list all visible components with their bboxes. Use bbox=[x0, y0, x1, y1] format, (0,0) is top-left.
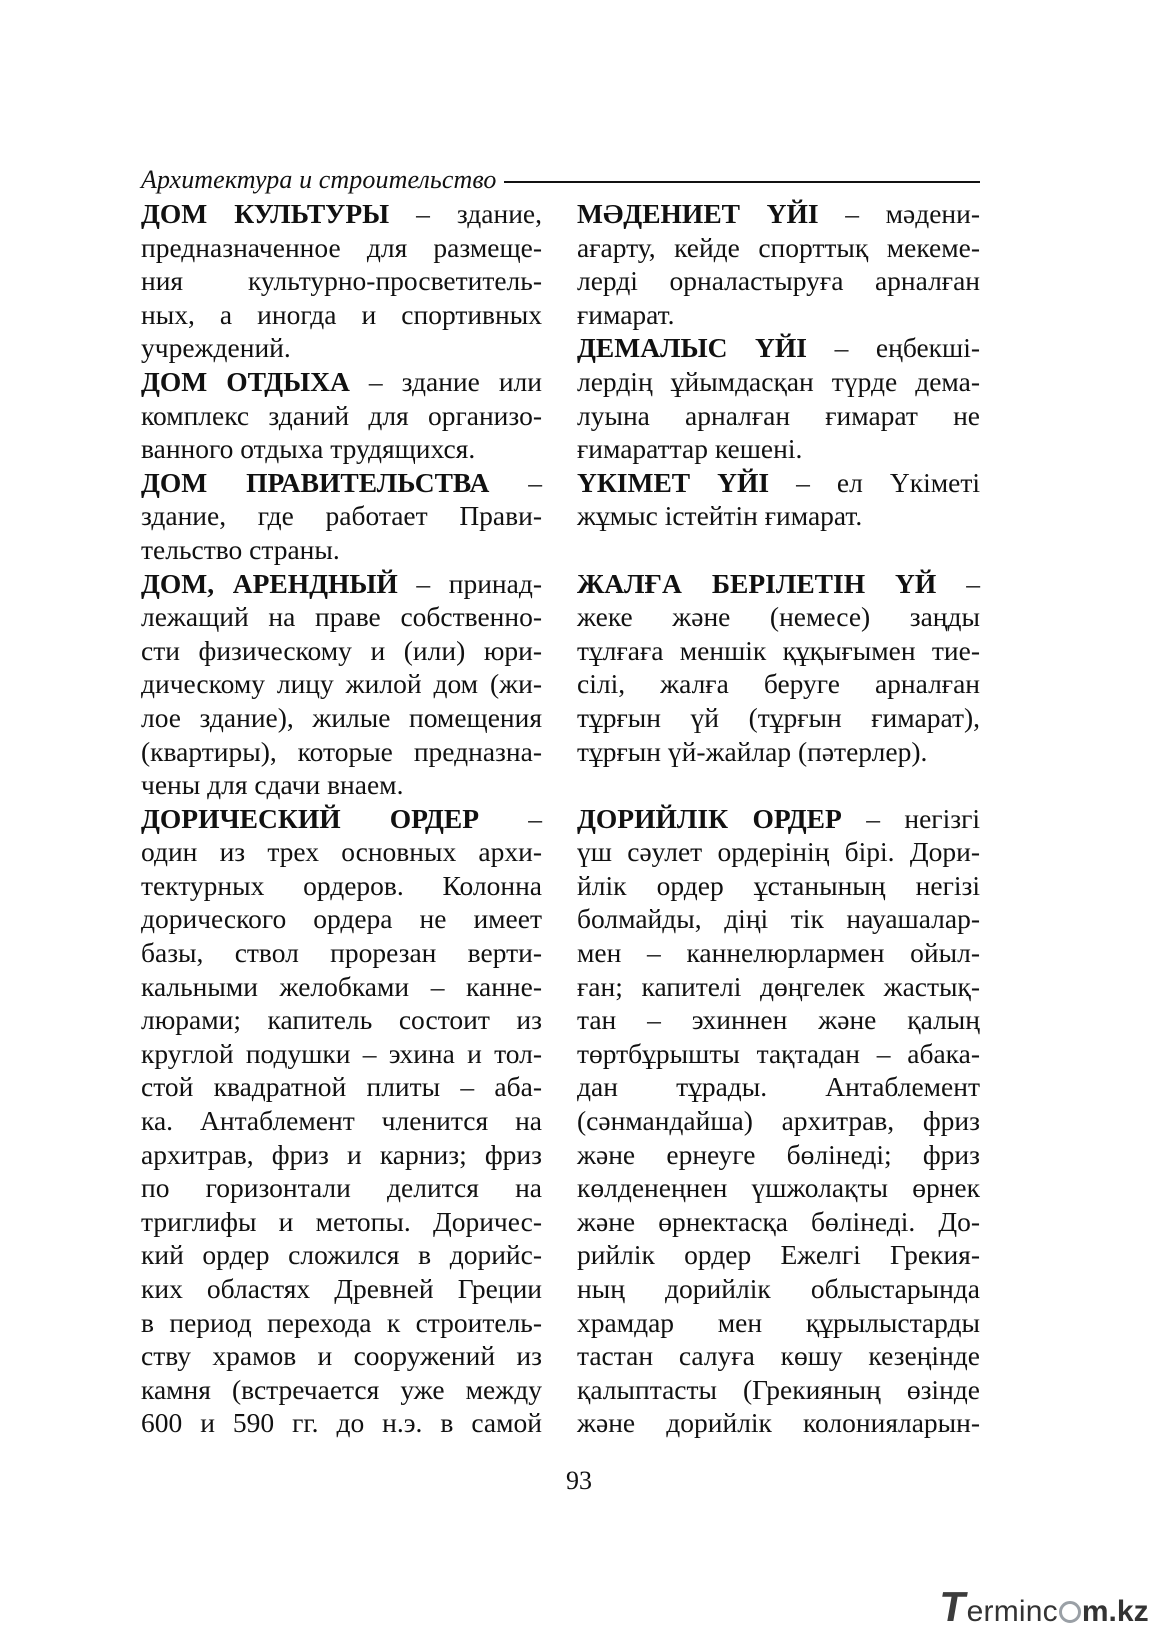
entry-term: ДОРИЙЛІК ОРДЕР bbox=[577, 802, 842, 834]
page-number: 93 bbox=[566, 1466, 592, 1495]
entry-ukimet-uii: ҮКІМЕТ ҮЙІ – ел Үкіметі жұмыс істейтін ғимарат. bbox=[577, 466, 980, 532]
entry-term: ДЕМАЛЫС ҮЙІ bbox=[577, 332, 807, 364]
entry-doricheskii-order: ДОРИЧЕСКИЙ ОРДЕР – один из трех основных архи- тектурных ордеров. Колонна дорического ордера не имеет базы, ствол прорезан верти- кальными желобками – канне- люрами; капитель состоит из круглой подушки – эхина и тол- стой квадратной плиты – аба- ка. Антаблемент членится на архитрав, фриз и карниз; фриз по горизонтали делится на триглифы и метопы. Доричес- кий ордер сложился в дорийс- ких областях Древней Греции в период перехода к строитель- ству храмов и сооружений из камня (встречается уже между 600 и 590 гг. до н.э. в самой bbox=[141, 802, 542, 1439]
termincom-logo: T ermin c m.kz bbox=[935, 1583, 1149, 1630]
entry-term: ЖАЛҒА БЕРІЛЕТІН ҮЙ bbox=[577, 567, 937, 599]
entry-term: ҮКІМЕТ ҮЙІ bbox=[577, 466, 770, 498]
logo-t-mark-icon: T bbox=[935, 1583, 970, 1630]
right-column bbox=[577, 197, 980, 1440]
entry-dom-arendnyi: ДОМ, АРЕНДНЫЙ – принад- лежащий на праве собственно- сти физическому и (или) юри- дическому лицу жилой дом (жи- лое здание), жилые помещения (квартиры), которые предназна- чены для сдачи внаем. bbox=[141, 567, 542, 801]
running-head-rule bbox=[504, 181, 980, 183]
running-head bbox=[141, 160, 980, 200]
entry-madeniet-uii: МӘДЕНИЕТ ҮЙІ – мәдени- ағарту, кейде спорттық мекеме- лерді орналастыруға арналған ғимарат. bbox=[577, 198, 981, 330]
entry-dom-otdykha: ДОМ ОТДЫХА – здание или комплекс зданий для организо- ванного отдыха трудящихся. bbox=[141, 365, 542, 465]
entry-term: ДОМ, АРЕНДНЫЙ bbox=[141, 567, 398, 599]
entry-term: ДОМ КУЛЬТУРЫ bbox=[141, 198, 390, 229]
entry-term: ДОМ ОТДЫХА bbox=[141, 365, 350, 397]
entry-doriilik-order: ДОРИЙЛІК ОРДЕР – негізгі үш сәулет ордерінің бірі. Дори- йлік ордер ұстанының негізі болмайды, діңі тік науашалар- мен – каннелюрлармен ойыл- ған; капителі дөңгелек жастық- тан – эхиннен және қалың төртбұрышты тақтадан – абака- дан тұрады. Антаблемент (сәнмандайша) архитрав, фриз және ернеуге бөлінеді; фриз көлденеңнен үшжолақты өрнек және өрнектасқа бөлінеді. До- рийлік ордер Ежелгі Грекия- ның дорийлік облыстарында храмдар мен құрылыстарды тастан салуға көшу кезеңінде қалыптасты (Грекияның өзінде және дорийлік колонияларын- bbox=[577, 802, 980, 1439]
entry-term: МӘДЕНИЕТ ҮЙІ bbox=[577, 198, 819, 229]
entry-term: ДОРИЧЕСКИЙ ОРДЕР bbox=[141, 802, 480, 834]
entry-dom-kultury: ДОМ КУЛЬТУРЫ – здание, предназначенное для размеще- ния культурно-просветитель- ных, а иногда и спортивных учреждений. bbox=[141, 198, 542, 364]
entry-gap bbox=[577, 768, 980, 802]
left-column bbox=[141, 197, 542, 1440]
entry-zhalga-beriletin-uii: ЖАЛҒА БЕРІЛЕТІН ҮЙ – жеке және (немесе) заңды тұлғаға меншік құқығымен тие- сілі, жалға беруге арналған тұрғын үй (тұрғын ғимарат), тұрғын үй-жайлар (пәтерлер). bbox=[577, 567, 980, 767]
entry-term: ДОМ ПРАВИТЕЛЬСТВА bbox=[141, 466, 490, 498]
logo-ring-icon bbox=[1059, 1601, 1081, 1623]
entry-dom-pravitelstva: ДОМ ПРАВИТЕЛЬСТВА – здание, где работает Прави- тельство страны. bbox=[141, 466, 543, 565]
running-head-title: Архитектура и строительство bbox=[141, 165, 497, 194]
entry-demalys-uii: ДЕМАЛЫС ҮЙІ – еңбекші- лердің ұйымдасқан түрде дема- луына арналған ғимарат не ғимараттар кешені. bbox=[577, 332, 981, 465]
entry-gap bbox=[577, 533, 980, 567]
